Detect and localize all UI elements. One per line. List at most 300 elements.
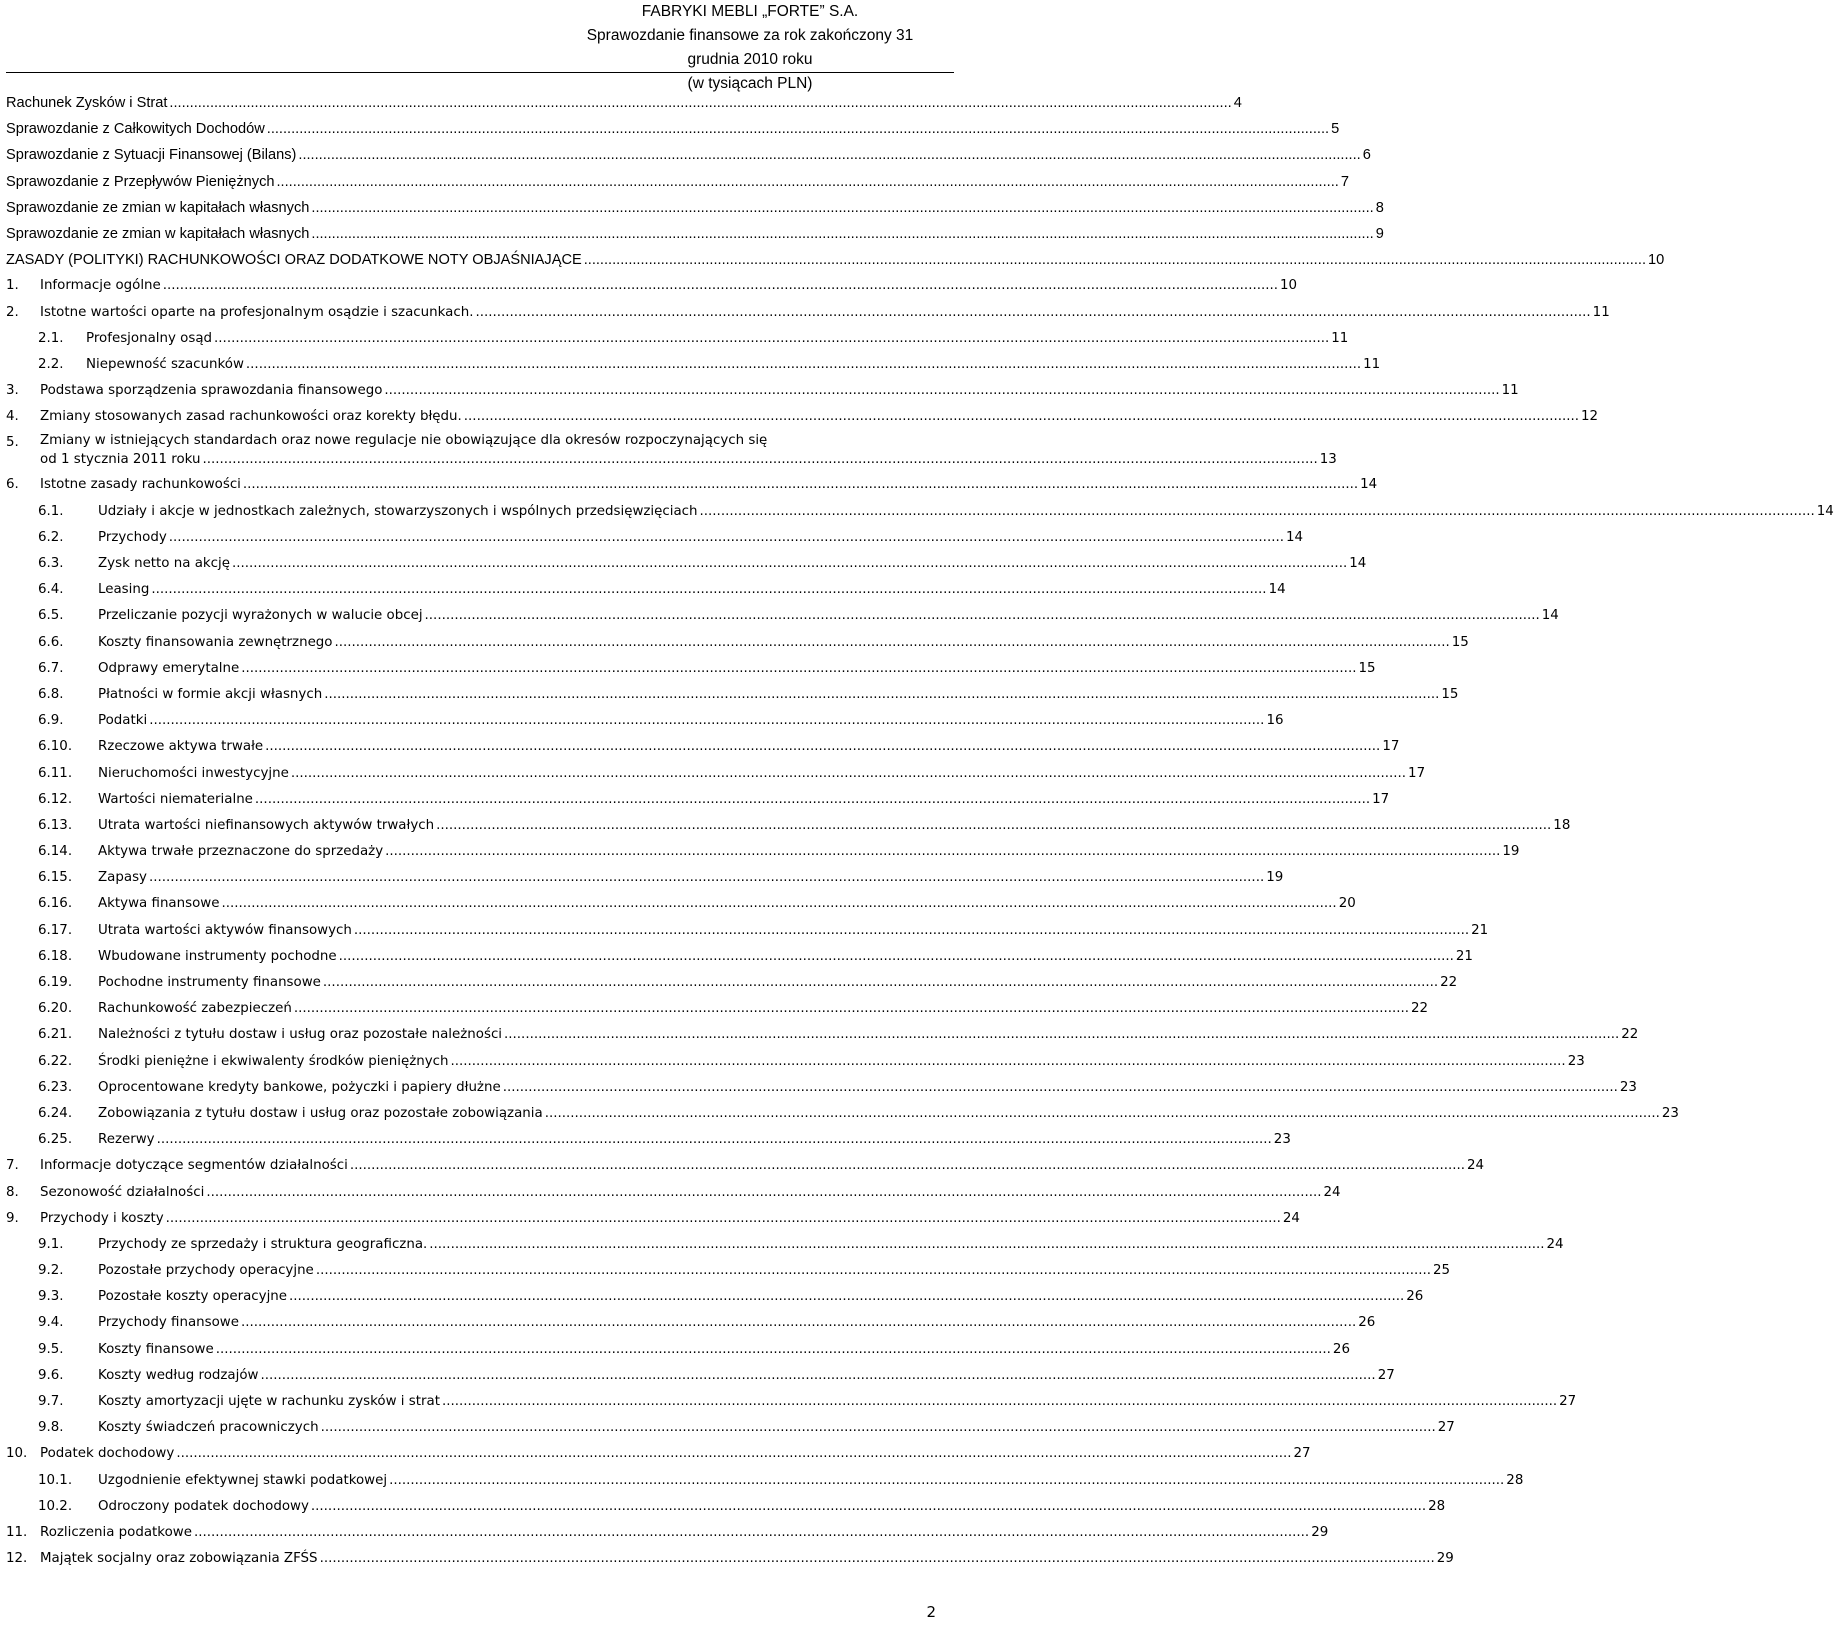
toc-entry-title: Przychody bbox=[98, 529, 167, 545]
toc-entry-title: Utrata wartości aktywów finansowych bbox=[98, 922, 352, 938]
toc-entry[interactable] bbox=[6, 116, 1340, 142]
toc-entry-title-continued: od 1 stycznia 2011 roku bbox=[40, 452, 201, 468]
toc-entry[interactable] bbox=[6, 404, 1599, 430]
toc-entry-title: ZASADY (POLITYKI) RACHUNKOWOŚCI ORAZ DODATKOWE NOTY OBJAŚNIAJĄCE bbox=[6, 252, 582, 269]
leader-dots bbox=[176, 1441, 1291, 1467]
toc-entry-page: 12 bbox=[1581, 409, 1599, 425]
toc-entry-page: 27 bbox=[1377, 1367, 1395, 1383]
toc-entry-number: 6.4. bbox=[38, 582, 64, 598]
toc-entry-continuation bbox=[6, 448, 1337, 472]
toc-entry-title: Informacje ogólne bbox=[40, 278, 161, 294]
toc-entry-line bbox=[6, 996, 1429, 1022]
toc-entry-title: Sprawozdanie ze zmian w kapitałach własnych bbox=[6, 199, 310, 216]
toc-entry-page: 27 bbox=[1437, 1420, 1455, 1436]
toc-entry[interactable] bbox=[6, 430, 1337, 472]
toc-entry[interactable] bbox=[6, 499, 1834, 525]
toc-entry-number: 6.18. bbox=[38, 948, 73, 964]
toc-entry-line bbox=[6, 1153, 1485, 1179]
toc-entry-line bbox=[6, 195, 1384, 221]
toc-entry-line bbox=[6, 221, 1384, 247]
leader-dots bbox=[700, 499, 1815, 525]
toc-entry-number: 9.2. bbox=[38, 1263, 64, 1279]
toc-entry-line bbox=[6, 1258, 1451, 1284]
leader-dots bbox=[265, 734, 1380, 760]
toc-entry[interactable] bbox=[6, 300, 1610, 326]
toc-entry-line bbox=[6, 1546, 1454, 1572]
toc-entry-number: 5. bbox=[6, 435, 19, 451]
toc-entry-page: 15 bbox=[1451, 634, 1469, 650]
toc-entry-page: 11 bbox=[1592, 304, 1610, 320]
leader-dots bbox=[291, 761, 1406, 787]
toc-entry-line bbox=[6, 1520, 1329, 1546]
toc-entry-number: 6.3. bbox=[38, 556, 64, 571]
toc-entry-title: Przychody ze sprzedaży i struktura geograficzna. bbox=[98, 1236, 428, 1252]
toc-entry[interactable] bbox=[6, 221, 1384, 247]
toc-entry-title: Zmiany w istniejących standardach oraz nowe regulacje nie obowiązujące dla okresów rozpoczynających się bbox=[40, 433, 768, 449]
toc-entry-page: 11 bbox=[1501, 383, 1519, 399]
leader-dots bbox=[475, 300, 1590, 326]
toc-entry-number: 10.1. bbox=[38, 1472, 73, 1488]
toc-entry-title: Oprocentowane kredyty bankowe, pożyczki i papiery dłużne bbox=[98, 1079, 501, 1095]
toc-entry-number: 1. bbox=[6, 278, 19, 294]
toc-entry-title: Koszty amortyzacji ujęte w rachunku zysków i strat bbox=[98, 1394, 440, 1409]
toc-entry-number: 6.10. bbox=[38, 739, 73, 755]
toc-entry-title: Zysk netto na akcję bbox=[98, 556, 230, 571]
toc-entry-number: 9.3. bbox=[38, 1289, 64, 1305]
toc-entry-title: Wbudowane instrumenty pochodne bbox=[98, 948, 337, 964]
leader-dots bbox=[214, 326, 1329, 352]
toc-entry-page: 5 bbox=[1331, 121, 1340, 138]
toc-entry[interactable] bbox=[6, 1101, 1679, 1127]
toc-entry-line bbox=[6, 787, 1390, 813]
toc-entry[interactable] bbox=[6, 970, 1458, 996]
toc-entry-line bbox=[6, 1075, 1637, 1101]
toc-entry-title: Wartości niematerialne bbox=[98, 791, 253, 807]
toc-entry-number: 12. bbox=[6, 1551, 28, 1567]
toc-entry-page: 15 bbox=[1358, 660, 1376, 676]
leader-dots bbox=[429, 1232, 1544, 1258]
leader-dots bbox=[203, 448, 1318, 472]
toc-entry-page: 17 bbox=[1382, 739, 1400, 755]
leader-dots bbox=[425, 603, 1540, 629]
toc-entry-line bbox=[6, 1441, 1311, 1467]
toc-entry-number: 10. bbox=[6, 1446, 28, 1462]
toc-entry-page: 23 bbox=[1619, 1079, 1637, 1095]
toc-entry-title: Koszty finansowe bbox=[98, 1341, 214, 1357]
toc-entry-title: Podatek dochodowy bbox=[40, 1446, 175, 1462]
toc-entry[interactable] bbox=[6, 944, 1473, 970]
leader-dots bbox=[311, 195, 1373, 221]
toc-entry-page: 7 bbox=[1340, 173, 1349, 190]
toc-entry-line bbox=[6, 525, 1304, 551]
toc-entry-number: 6.12. bbox=[38, 791, 73, 807]
leader-dots bbox=[166, 1206, 1281, 1232]
toc-entry-page: 23 bbox=[1273, 1132, 1291, 1148]
leader-dots bbox=[323, 970, 1438, 996]
toc-entry-title: Pochodne instrumenty finansowe bbox=[98, 975, 321, 990]
toc-entry-line bbox=[6, 656, 1376, 682]
toc-entry-page: 9 bbox=[1375, 225, 1384, 242]
toc-entry-title: Majątek socjalny oraz zobowiązania ZFŚS bbox=[40, 1551, 318, 1567]
toc-entry[interactable] bbox=[6, 1494, 1446, 1520]
toc-entry-title: Zobowiązania z tytułu dostaw i usług oraz pozostałe zobowiązania bbox=[98, 1105, 543, 1121]
toc-entry-line bbox=[6, 603, 1559, 629]
toc-entry-title: Odroczony podatek dochodowy bbox=[98, 1498, 309, 1514]
toc-entry-number: 6.16. bbox=[38, 896, 73, 912]
toc-entry[interactable] bbox=[6, 1310, 1376, 1336]
toc-entry-line bbox=[6, 944, 1473, 970]
leader-dots bbox=[385, 839, 1500, 865]
leader-dots bbox=[267, 116, 1329, 142]
toc-entry-number: 6.7. bbox=[38, 660, 64, 676]
toc-entry-number: 6.23. bbox=[38, 1079, 73, 1095]
toc-entry[interactable] bbox=[6, 525, 1304, 551]
toc-entry-number: 6.5. bbox=[38, 608, 64, 624]
toc-entry-number: 2.1. bbox=[38, 330, 64, 346]
leader-dots bbox=[464, 404, 1579, 430]
toc-entry-line bbox=[6, 1284, 1424, 1310]
toc-entry[interactable] bbox=[6, 630, 1469, 656]
toc-entry[interactable] bbox=[6, 1415, 1455, 1441]
leader-dots bbox=[260, 1363, 1375, 1389]
toc-entry[interactable] bbox=[6, 1389, 1577, 1415]
leader-dots bbox=[255, 787, 1370, 813]
toc-entry-line bbox=[6, 1389, 1577, 1415]
toc-entry-title: Istotne wartości oparte na profesjonalnym osądzie i szacunkach. bbox=[40, 304, 474, 320]
toc-entry-title: Koszty finansowania zewnętrznego bbox=[98, 634, 333, 650]
toc-entry-number: 6.14. bbox=[38, 844, 73, 860]
toc-entry-title: Sprawozdanie ze zmian w kapitałach własnych bbox=[6, 225, 310, 242]
toc-entry-page: 22 bbox=[1440, 975, 1458, 990]
leader-dots bbox=[503, 1075, 1618, 1101]
toc-entry[interactable] bbox=[6, 142, 1371, 168]
toc-entry-page: 19 bbox=[1266, 870, 1284, 886]
toc-entry-line bbox=[6, 404, 1599, 430]
toc-entry[interactable] bbox=[6, 1153, 1485, 1179]
page-number: 2 bbox=[926, 1603, 936, 1621]
toc-entry-page: 14 bbox=[1360, 477, 1378, 493]
leader-dots bbox=[320, 1546, 1435, 1572]
leader-dots bbox=[149, 865, 1264, 891]
toc-entry-number: 7. bbox=[6, 1158, 19, 1174]
toc-entry[interactable] bbox=[6, 326, 1349, 352]
toc-entry-line bbox=[6, 273, 1298, 299]
toc-entry-line bbox=[6, 865, 1284, 891]
toc-entry[interactable] bbox=[6, 472, 1378, 498]
toc-entry-number: 9.7. bbox=[38, 1394, 64, 1409]
toc-entry[interactable] bbox=[6, 1232, 1564, 1258]
toc-entry-line bbox=[6, 1337, 1350, 1363]
toc-entry-number: 6.19. bbox=[38, 975, 73, 990]
document-header bbox=[560, 0, 940, 96]
toc-entry[interactable] bbox=[6, 1337, 1350, 1363]
toc-entry[interactable] bbox=[6, 918, 1489, 944]
toc-entry-title: Odprawy emerytalne bbox=[98, 660, 240, 676]
toc-entry[interactable] bbox=[6, 1546, 1454, 1572]
leader-dots bbox=[243, 472, 1358, 498]
toc-entry[interactable] bbox=[6, 708, 1284, 734]
toc-entry-line bbox=[6, 577, 1286, 603]
toc-entry[interactable] bbox=[6, 273, 1298, 299]
leader-dots bbox=[350, 1153, 1465, 1179]
toc-entry-title: Przeliczanie pozycji wyrażonych w walucie obcej bbox=[98, 608, 423, 624]
toc-entry[interactable] bbox=[6, 996, 1429, 1022]
leader-dots bbox=[151, 577, 1266, 603]
header-divider bbox=[6, 72, 954, 73]
toc-entry-line bbox=[6, 300, 1610, 326]
toc-entry-title: Informacje dotyczące segmentów działalności bbox=[40, 1158, 348, 1174]
toc-entry-page: 14 bbox=[1541, 608, 1559, 624]
toc-entry-line bbox=[6, 472, 1378, 498]
toc-entry-number: 10.2. bbox=[38, 1498, 73, 1514]
toc-entry[interactable] bbox=[6, 761, 1426, 787]
toc-entry-page: 22 bbox=[1411, 1001, 1429, 1017]
toc-entry-line bbox=[6, 1494, 1446, 1520]
toc-entry[interactable] bbox=[6, 577, 1286, 603]
toc-entry-number: 4. bbox=[6, 409, 19, 425]
toc-entry[interactable] bbox=[6, 865, 1284, 891]
toc-entry-number: 9.1. bbox=[38, 1236, 64, 1252]
toc-entry-title: Zmiany stosowanych zasad rachunkowości oraz korekty błędu. bbox=[40, 409, 462, 425]
toc-entry-line bbox=[6, 1415, 1455, 1441]
toc-entry-number: 6.21. bbox=[38, 1027, 73, 1043]
toc-entry-page: 10 bbox=[1279, 278, 1298, 294]
leader-dots bbox=[149, 708, 1264, 734]
toc-entry[interactable] bbox=[6, 1049, 1585, 1075]
toc-entry-page: 10 bbox=[1648, 252, 1665, 269]
leader-dots bbox=[335, 630, 1450, 656]
toc-entry[interactable] bbox=[6, 195, 1384, 221]
toc-entry-line bbox=[6, 1049, 1585, 1075]
leader-dots bbox=[206, 1180, 1321, 1206]
toc-entry[interactable] bbox=[6, 1127, 1291, 1153]
toc-entry-page: 14 bbox=[1816, 503, 1834, 519]
toc-entry-page: 4 bbox=[1233, 95, 1242, 111]
leader-dots bbox=[584, 247, 1646, 273]
toc-entry[interactable] bbox=[6, 1468, 1524, 1494]
toc-entry-page: 11 bbox=[1363, 356, 1381, 372]
toc-entry-line bbox=[6, 839, 1520, 865]
toc-entry-line bbox=[6, 1022, 1639, 1048]
leader-dots bbox=[316, 1258, 1431, 1284]
toc-entry-number: 6.1. bbox=[38, 503, 64, 519]
toc-entry-line bbox=[6, 1232, 1564, 1258]
toc-entry-page: 13 bbox=[1319, 452, 1337, 468]
toc-entry-title: Leasing bbox=[98, 582, 150, 598]
toc-entry-number: 6.15. bbox=[38, 870, 73, 886]
toc-entry-page: 28 bbox=[1506, 1472, 1524, 1488]
toc-entry[interactable] bbox=[6, 603, 1559, 629]
toc-entry[interactable] bbox=[6, 1284, 1424, 1310]
currency-unit: (w tysiącach PLN) bbox=[687, 75, 813, 92]
toc-entry-title: Sezonowość działalności bbox=[40, 1184, 205, 1200]
toc-entry-title: Podstawa sporządzenia sprawozdania finansowego bbox=[40, 383, 383, 399]
toc-entry-line bbox=[6, 734, 1400, 760]
leader-dots bbox=[389, 1468, 1504, 1494]
toc-entry[interactable] bbox=[6, 90, 1242, 116]
toc-entry-line bbox=[6, 142, 1371, 168]
toc-entry-title: Koszty świadczeń pracowniczych bbox=[98, 1420, 319, 1436]
leader-dots bbox=[545, 1101, 1660, 1127]
leader-dots bbox=[436, 813, 1551, 839]
leader-dots bbox=[339, 944, 1454, 970]
toc-entry-number: 6.22. bbox=[38, 1053, 73, 1069]
toc-entry-page: 27 bbox=[1559, 1394, 1577, 1409]
toc-entry[interactable] bbox=[6, 813, 1571, 839]
toc-entry-number: 6.9. bbox=[38, 713, 64, 729]
toc-entry[interactable] bbox=[6, 169, 1349, 195]
toc-entry-page: 26 bbox=[1406, 1289, 1424, 1305]
toc-entry-title: Istotne zasady rachunkowości bbox=[40, 477, 241, 493]
leader-dots bbox=[321, 1415, 1436, 1441]
toc-entry-line bbox=[6, 352, 1381, 378]
toc-entry-number: 9.6. bbox=[38, 1367, 64, 1383]
toc-entry-line bbox=[6, 499, 1834, 525]
toc-entry-page: 8 bbox=[1375, 199, 1384, 216]
toc-entry-title: Profesjonalny osąd bbox=[86, 330, 213, 346]
toc-entry-title: Rachunek Zysków i Strat bbox=[6, 95, 168, 111]
toc-entry-line bbox=[6, 1101, 1679, 1127]
toc-entry-page: 24 bbox=[1467, 1158, 1485, 1174]
toc-entry[interactable] bbox=[6, 656, 1376, 682]
toc-entry-page: 21 bbox=[1471, 922, 1489, 938]
toc-entry[interactable] bbox=[6, 787, 1390, 813]
toc-entry-number: 11. bbox=[6, 1524, 28, 1540]
toc-entry[interactable] bbox=[6, 551, 1367, 577]
toc-entry-line bbox=[6, 970, 1458, 996]
toc-entry-page: 22 bbox=[1621, 1027, 1639, 1043]
toc-entry[interactable] bbox=[6, 247, 1665, 273]
toc-entry-title: Koszty według rodzajów bbox=[98, 1367, 259, 1383]
report-title: Sprawozdanie finansowe za rok zakończony 31 grudnia 2010 roku bbox=[586, 27, 914, 68]
toc-entry-page: 26 bbox=[1358, 1315, 1376, 1331]
toc-entry-line bbox=[6, 708, 1284, 734]
leader-dots bbox=[194, 1520, 1309, 1546]
toc-entry-page: 15 bbox=[1441, 686, 1459, 702]
toc-entry-title: Sprawozdanie z Całkowitych Dochodów bbox=[6, 121, 265, 138]
toc-entry-page: 25 bbox=[1433, 1263, 1451, 1279]
toc-entry-number: 9.8. bbox=[38, 1420, 64, 1436]
leader-dots bbox=[324, 682, 1439, 708]
toc-entry[interactable] bbox=[6, 734, 1400, 760]
toc-entry[interactable] bbox=[6, 839, 1520, 865]
toc-entry[interactable] bbox=[6, 682, 1459, 708]
leader-dots bbox=[232, 551, 1347, 577]
toc-entry-line bbox=[6, 918, 1489, 944]
toc-entry-line bbox=[6, 891, 1356, 917]
leader-dots bbox=[157, 1127, 1272, 1153]
toc-entry[interactable] bbox=[6, 1520, 1329, 1546]
toc-entry-number: 6. bbox=[6, 477, 19, 493]
leader-dots bbox=[289, 1284, 1404, 1310]
toc-entry[interactable] bbox=[6, 1206, 1300, 1232]
toc-entry[interactable] bbox=[6, 1180, 1341, 1206]
toc-entry-page: 24 bbox=[1282, 1210, 1300, 1226]
toc-entry-page: 16 bbox=[1266, 713, 1284, 729]
toc-entry-title: Przychody i koszty bbox=[40, 1210, 164, 1226]
leader-dots bbox=[442, 1389, 1557, 1415]
toc-entry-page: 6 bbox=[1362, 147, 1371, 164]
toc-entry[interactable] bbox=[6, 1441, 1311, 1467]
toc-entry-page: 18 bbox=[1553, 817, 1571, 833]
toc-entry-number: 6.25. bbox=[38, 1132, 73, 1148]
toc-entry-number: 9. bbox=[6, 1210, 19, 1226]
toc-entry-number: 2. bbox=[6, 304, 19, 320]
toc-entry-page: 14 bbox=[1349, 556, 1367, 571]
toc-entry-page: 27 bbox=[1293, 1446, 1311, 1462]
toc-entry[interactable] bbox=[6, 1022, 1639, 1048]
toc-entry-title: Pozostałe koszty operacyjne bbox=[98, 1289, 288, 1305]
toc-entry[interactable] bbox=[6, 1075, 1637, 1101]
toc-entry[interactable] bbox=[6, 378, 1519, 404]
leader-dots bbox=[221, 891, 1336, 917]
toc-entry-line bbox=[6, 1127, 1291, 1153]
toc-entry-line bbox=[6, 1206, 1300, 1232]
toc-entry-number: 6.24. bbox=[38, 1105, 73, 1121]
toc-entry-line bbox=[6, 1310, 1376, 1336]
toc-entry-number: 2.2. bbox=[38, 356, 64, 372]
toc-entry-line bbox=[6, 813, 1571, 839]
toc-entry-page: 14 bbox=[1285, 529, 1304, 545]
toc-entry-line bbox=[6, 116, 1340, 142]
toc-entry-line bbox=[6, 247, 1665, 273]
toc-entry-page: 17 bbox=[1408, 765, 1426, 781]
toc-entry[interactable] bbox=[6, 891, 1356, 917]
leader-dots bbox=[216, 1337, 1331, 1363]
toc-entry-number: 3. bbox=[6, 383, 19, 399]
toc-entry-title: Sprawozdanie z Przepływów Pieniężnych bbox=[6, 173, 275, 190]
leader-dots bbox=[241, 1310, 1356, 1336]
toc-entry-title: Rzeczowe aktywa trwałe bbox=[98, 739, 264, 755]
toc-entry-page: 21 bbox=[1455, 948, 1473, 964]
toc-entry-title: Podatki bbox=[98, 713, 148, 729]
toc-entry-title: Aktywa finansowe bbox=[98, 896, 220, 912]
toc-entry-line bbox=[6, 326, 1349, 352]
leader-dots bbox=[163, 273, 1278, 299]
toc-entry-page: 28 bbox=[1428, 1498, 1446, 1514]
company-name: FABRYKI MEBLI „FORTE” S.A. bbox=[641, 3, 859, 20]
toc-entry-number: 6.17. bbox=[38, 922, 73, 938]
toc-entry-page: 23 bbox=[1661, 1105, 1679, 1121]
toc-entry-page: 20 bbox=[1338, 896, 1356, 912]
toc-entry-title: Rachunkowość zabezpieczeń bbox=[98, 1001, 292, 1017]
toc-entry[interactable] bbox=[6, 352, 1381, 378]
toc-entry-title: Zapasy bbox=[98, 870, 147, 886]
leader-dots bbox=[354, 918, 1469, 944]
toc-entry[interactable] bbox=[6, 1258, 1451, 1284]
toc-entry-line bbox=[6, 1363, 1395, 1389]
toc-entry-page: 23 bbox=[1567, 1053, 1585, 1069]
toc-entry-number: 9.5. bbox=[38, 1341, 64, 1357]
toc-entry-number: 6.6. bbox=[38, 634, 64, 650]
toc-entry-title: Przychody finansowe bbox=[98, 1315, 239, 1331]
toc-entry-line bbox=[6, 551, 1367, 577]
toc-entry-title: Udziały i akcje w jednostkach zależnych, stowarzyszonych i wspólnych przedsięwzięciach bbox=[98, 503, 698, 519]
leader-dots bbox=[294, 996, 1409, 1022]
leader-dots bbox=[504, 1022, 1619, 1048]
toc-entry-title: Nieruchomości inwestycyjne bbox=[98, 765, 289, 781]
toc-entry[interactable] bbox=[6, 1363, 1395, 1389]
toc-entry-page: 24 bbox=[1323, 1184, 1341, 1200]
toc-entry-line bbox=[6, 761, 1426, 787]
leader-dots bbox=[169, 90, 1231, 116]
toc-entry-title: Aktywa trwałe przeznaczone do sprzedaży bbox=[98, 844, 384, 860]
toc-entry-number: 8. bbox=[6, 1184, 19, 1200]
leader-dots bbox=[246, 352, 1361, 378]
toc-entry-page: 24 bbox=[1546, 1236, 1564, 1252]
toc-entry-title: Należności z tytułu dostaw i usług oraz pozostałe należności bbox=[98, 1027, 503, 1043]
toc-entry-line bbox=[6, 682, 1459, 708]
